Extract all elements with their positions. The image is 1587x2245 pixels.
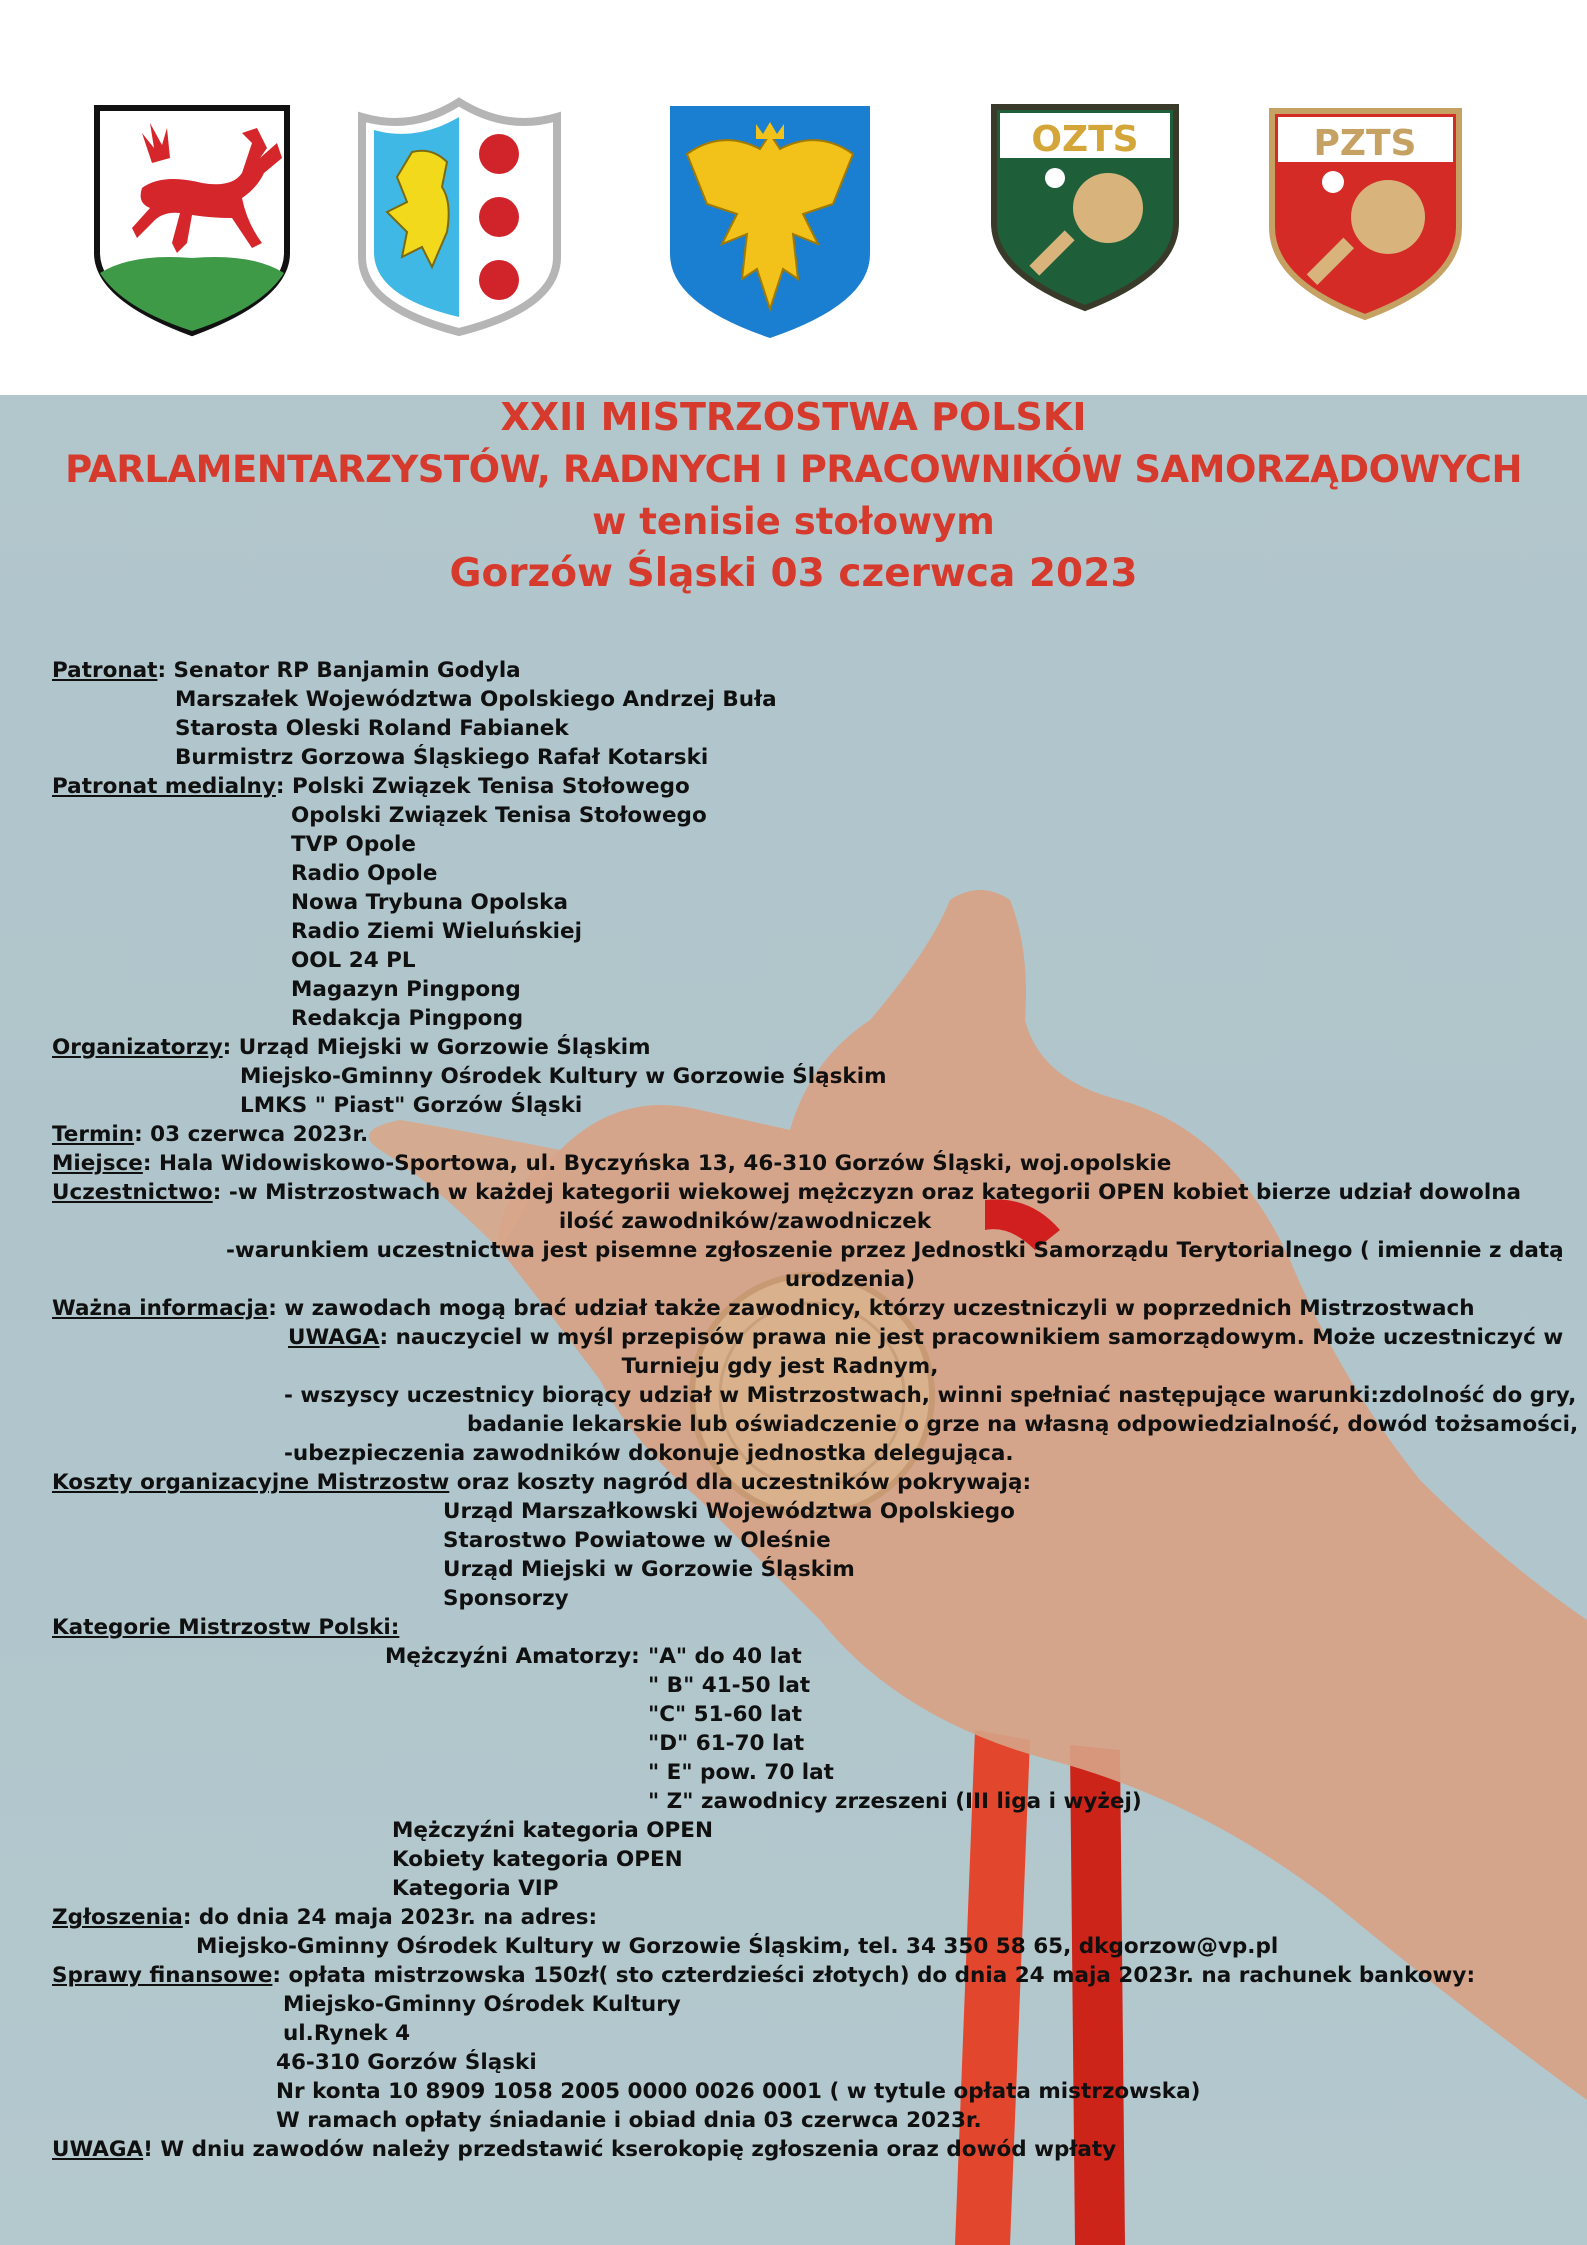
title-line-1: XXII MISTRZOSTWA POLSKI bbox=[500, 395, 1087, 439]
amatorzy-label: Mężczyźni Amatorzy: bbox=[385, 1644, 640, 1669]
uczestnictwo-text: -warunkiem uczestnictwa jest pisemne zgłoszenie przez Jednostki Samorządu Terytorialnego ( imiennie z datą bbox=[226, 1238, 1564, 1263]
category-item: "D" 61-70 lat bbox=[648, 1731, 805, 1756]
uczestnictwo-label: Uczestnictwo bbox=[52, 1180, 213, 1205]
uwaga-final-label: UWAGA bbox=[52, 2137, 144, 2162]
koszty-label: Koszty organizacyjne Mistrzostw bbox=[52, 1470, 450, 1495]
zgloszenia-line bbox=[52, 1904, 597, 1932]
zgloszenia-text: : do dnia 24 maja 2023r. na adres: bbox=[182, 1905, 598, 1930]
category-item: "C" 51-60 lat bbox=[648, 1702, 803, 1727]
wazna-text: -ubezpieczenia zawodników dokonuje jednostka delegująca. bbox=[284, 1441, 1014, 1466]
media-item: Polski Związek Tenisa Stołowego bbox=[291, 774, 690, 799]
wazna-label: Ważna informacja bbox=[52, 1296, 269, 1321]
termin-line: Termin: 03 czerwca 2023r. bbox=[52, 1122, 369, 1147]
media-item: Radio Ziemi Wieluńskiej bbox=[291, 919, 582, 944]
koszty-text: oraz koszty nagród dla uczestników pokrywają: bbox=[456, 1470, 1032, 1495]
uczestnictwo-text: ilość zawodników/zawodniczek bbox=[558, 1209, 932, 1234]
media-item: TVP Opole bbox=[291, 832, 416, 857]
miejsce-line: Miejsce: Hala Widowiskowo-Sportowa, ul. Byczyńska 13, 46-310 Gorzów Śląski, woj.opolskie bbox=[52, 1151, 1172, 1176]
koszty-item: Urząd Miejski w Gorzowie Śląskim bbox=[443, 1557, 855, 1582]
patronat-item: Burmistrz Gorzowa Śląskiego Rafał Kotarski bbox=[175, 745, 709, 770]
koszty-line bbox=[52, 1469, 1031, 1497]
miejsce-value: Hala Widowiskowo-Sportowa, ul. Byczyńska 13, 46-310 Gorzów Śląski, woj.opolskie bbox=[158, 1151, 1172, 1176]
patronat-label: Patronat bbox=[52, 658, 158, 683]
media-item: Magazyn Pingpong bbox=[291, 977, 521, 1002]
patronat-item: Senator RP Banjamin Godyla bbox=[173, 658, 521, 683]
sprawy-item: Nr konta 10 8909 1058 2005 0000 0026 0001 ( w tytule opłata mistrzowska) bbox=[276, 2079, 1201, 2104]
patronat-item: Marszałek Województwa Opolskiego Andrzej Buła bbox=[175, 687, 777, 712]
uwaga-label: UWAGA bbox=[288, 1325, 380, 1350]
category-item: Kobiety kategoria OPEN bbox=[392, 1847, 683, 1872]
organizer-item: Urząd Miejski w Gorzowie Śląskim bbox=[238, 1035, 651, 1060]
patronat-medialny-line: Patronat medialny: Polski Związek Tenisa Stołowego bbox=[52, 774, 690, 799]
koszty-item: Sponsorzy bbox=[443, 1586, 569, 1611]
organizer-item: LMKS " Piast" Gorzów Śląski bbox=[240, 1093, 583, 1118]
title-line-3: w tenisie stołowym bbox=[592, 500, 995, 543]
media-item: Nowa Trybuna Opolska bbox=[291, 890, 568, 915]
organizatorzy-line: Organizatorzy: Urząd Miejski w Gorzowie Śląskim bbox=[52, 1035, 651, 1060]
media-item: Radio Opole bbox=[291, 861, 438, 886]
opole-voivodeship-eagle-crest-icon bbox=[668, 104, 872, 340]
wazna-text: Turnieju gdy jest Radnym, bbox=[621, 1354, 939, 1379]
media-item: Redakcja Pingpong bbox=[291, 1006, 524, 1031]
pzts-crest-icon bbox=[1268, 107, 1463, 322]
zgloszenia-address: Miejsko-Gminny Ośrodek Kultury w Gorzowie Śląskim, tel. 34 350 58 65, dkgorzow@vp.pl bbox=[196, 1934, 1279, 1959]
sprawy-line bbox=[52, 1962, 1475, 1990]
zgloszenia-label: Zgłoszenia bbox=[52, 1905, 183, 1930]
sprawy-item: Miejsko-Gminny Ośrodek Kultury bbox=[283, 1992, 681, 2017]
koszty-item: Starostwo Powiatowe w Oleśnie bbox=[443, 1528, 831, 1553]
media-item: OOL 24 PL bbox=[291, 948, 416, 973]
wazna-line: Ważna informacja: w zawodach mogą brać udział także zawodnicy, którzy uczestniczyli w poprzednich Mistrzostwach bbox=[52, 1296, 1475, 1321]
sprawy-item: 46-310 Gorzów Śląski bbox=[276, 2050, 537, 2075]
uwaga-final-line bbox=[52, 2136, 1116, 2164]
wazna-text: - wszyscy uczestnicy biorący udział w Mistrzostwach, winni spełniać następujące warunki:zdolność do gry, bbox=[284, 1383, 1577, 1408]
title-line-2: PARLAMENTARZYSTÓW, RADNYCH I PRACOWNIKÓW SAMORZĄDOWYCH bbox=[65, 448, 1522, 491]
category-item: " B" 41-50 lat bbox=[648, 1673, 811, 1698]
organizer-item: Miejsko-Gminny Ośrodek Kultury w Gorzowie Śląskim bbox=[240, 1064, 887, 1089]
uwaga-final-text: ! W dniu zawodów należy przedstawić kserokopię zgłoszenia oraz dowód wpłaty bbox=[143, 2137, 1117, 2162]
ozts-crest-icon bbox=[990, 103, 1180, 313]
uczestnictwo-text: urodzenia) bbox=[784, 1267, 916, 1292]
wazna-text: : nauczyciel w myśl przepisów prawa nie jest pracownikiem samorządowym. Może uczestniczyć w bbox=[379, 1325, 1564, 1350]
category-item: Mężczyźni kategoria OPEN bbox=[392, 1818, 713, 1843]
gorzow-deer-crest-icon bbox=[92, 103, 292, 338]
pzts-crest-label: PZTS bbox=[1313, 123, 1417, 164]
logo-strip bbox=[0, 0, 1587, 395]
olesno-county-crest-icon bbox=[352, 92, 567, 337]
miejsce-label: Miejsce bbox=[52, 1151, 143, 1176]
patronat-medialny-label: Patronat medialny bbox=[52, 774, 276, 799]
organizatorzy-label: Organizatorzy bbox=[52, 1035, 223, 1060]
koszty-item: Urząd Marszałkowski Województwa Opolskiego bbox=[443, 1499, 1015, 1524]
uczestnictwo-line: Uczestnictwo: -w Mistrzostwach w każdej kategorii wiekowej mężczyzn oraz kategorii OPEN kobiet bierze udział dowolna bbox=[52, 1180, 1522, 1205]
sprawy-text: : opłata mistrzowska 150zł( sto czterdzieści złotych) do dnia 24 maja 2023r. na rachunek bankowy: bbox=[272, 1963, 1476, 1988]
wazna-uwaga-line bbox=[288, 1324, 1563, 1352]
category-item: " Z" zawodnicy zrzeszeni (III liga i wyżej) bbox=[648, 1789, 1142, 1814]
sprawy-item: W ramach opłaty śniadanie i obiad dnia 03 czerwca 2023r. bbox=[276, 2108, 982, 2133]
category-item: "A" do 40 lat bbox=[648, 1644, 802, 1669]
media-item: Opolski Związek Tenisa Stołowego bbox=[291, 803, 707, 828]
category-item: Kategoria VIP bbox=[392, 1876, 559, 1901]
ozts-crest-label: OZTS bbox=[1031, 119, 1139, 160]
wazna-text: badanie lekarskie lub oświadczenie o grze na własną odpowiedzialność, dowód tożsamości, bbox=[467, 1412, 1579, 1437]
uczestnictwo-text: -w Mistrzostwach w każdej kategorii wiekowej mężczyzn oraz kategorii OPEN kobiet bierze udział dowolna bbox=[228, 1180, 1522, 1205]
wazna-text: w zawodach mogą brać udział także zawodnicy, którzy uczestniczyli w poprzednich Mistrzostwach bbox=[284, 1296, 1475, 1321]
category-item: " E" pow. 70 lat bbox=[648, 1760, 834, 1785]
patronat-item: Starosta Oleski Roland Fabianek bbox=[175, 716, 569, 741]
patronat-line: Patronat: Senator RP Banjamin Godyla bbox=[52, 658, 521, 683]
termin-value: 03 czerwca 2023r. bbox=[150, 1122, 369, 1147]
kategorie-label: Kategorie Mistrzostw Polski: bbox=[52, 1615, 400, 1640]
sprawy-label: Sprawy finansowe bbox=[52, 1963, 273, 1988]
termin-label: Termin bbox=[52, 1122, 135, 1147]
title-line-4: Gorzów Śląski 03 czerwca 2023 bbox=[449, 551, 1138, 596]
sprawy-item: ul.Rynek 4 bbox=[283, 2021, 411, 2046]
